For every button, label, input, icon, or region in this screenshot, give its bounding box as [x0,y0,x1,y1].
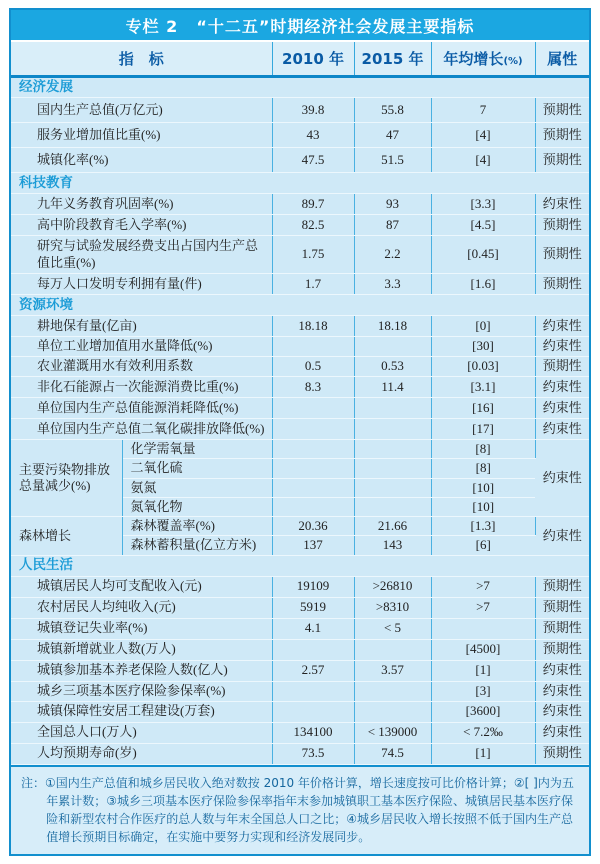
footnote-text: 注：①国内生产总值和城乡居民收入绝对数按 2010 年价格计算，增长速度按可比价格计算；②[ ]内为五年累计数；③城乡三项基本医疗保险参保率指年末参加城镇职工基本医疗保险、城镇居民基本医疗保险和新型农村合作医疗的总人数与年末全国总人口之比；④城乡居民收入增长按照不低于国内生产总值增长预期目标确定，在实施中要努力实现和经济发展同步。 [21,775,574,844]
table-row [11,148,589,173]
cell-2010 [272,681,354,701]
indicators-table [11,42,589,765]
cell-2015: 18.18 [354,316,431,337]
cell-growth: [30] [431,337,535,357]
cell-2015: 3.3 [354,274,431,295]
cell-indicator: 单位国内生产总值二氧化碳排放降低(%) [11,419,272,440]
table-row [11,517,589,536]
cell-2010 [272,440,354,459]
cell-2010: 19109 [272,576,354,597]
cell-growth: [6] [431,536,535,555]
cell-indicator: 九年义务教育巩固率(%) [11,194,272,215]
cell-indicator: 非化石能源占一次能源消费比重(%) [11,377,272,398]
cell-indicator: 人均预期寿命(岁) [11,743,272,764]
table-row [11,681,589,701]
cell-sub-indicator: 氮氧化物 [122,497,272,516]
table-row [11,194,589,215]
cell-attr: 预期性 [535,215,589,236]
cell-attr: 预期性 [535,98,589,123]
cell-attr: 预期性 [535,618,589,639]
cell-attr: 预期性 [535,576,589,597]
cell-growth: [1.6] [431,274,535,295]
cell-growth [431,618,535,639]
cell-growth: >7 [431,576,535,597]
cell-2015 [354,440,431,459]
table-row [11,576,589,597]
cell-attr: 预期性 [535,597,589,618]
section-row-science-education: 科技教育 [11,173,589,194]
cell-growth: [4] [431,148,535,173]
cell-sub-indicator: 化学需氧量 [122,440,272,459]
cell-growth: [0.45] [431,236,535,274]
cell-2015: 143 [354,536,431,555]
cell-indicator: 城镇居民人均可支配收入(元) [11,576,272,597]
cell-2015: >8310 [354,597,431,618]
cell-attr: 约束性 [535,722,589,743]
cell-growth: [0.03] [431,357,535,377]
table-row [11,274,589,295]
cell-2015: < 139000 [354,722,431,743]
cell-2015: 2.2 [354,236,431,274]
cell-attr: 预期性 [535,123,589,148]
cell-attr: 预期性 [535,357,589,377]
cell-growth: [1] [431,660,535,681]
cell-growth: [4.5] [431,215,535,236]
cell-sub-indicator: 氨氮 [122,478,272,497]
cell-2015: 11.4 [354,377,431,398]
cell-indicator: 城镇登记失业率(%) [11,618,272,639]
cell-2015 [354,337,431,357]
cell-2010 [272,497,354,516]
table-row [11,98,589,123]
cell-2015: 55.8 [354,98,431,123]
cell-indicator: 城乡三项基本医疗保险参保率(%) [11,681,272,701]
table-row [11,316,589,337]
table-row [11,639,589,660]
cell-2010: 1.7 [272,274,354,295]
cell-2010: 1.75 [272,236,354,274]
cell-growth: 7 [431,98,535,123]
cell-indicator: 城镇保障性安居工程建设(万套) [11,701,272,722]
table-row [11,743,589,764]
cell-indicator: 服务业增加值比重(%) [11,123,272,148]
cell-2015 [354,497,431,516]
cell-indicator: 农村居民人均纯收入(元) [11,597,272,618]
cell-sub-indicator: 二氧化硫 [122,459,272,478]
table-row [11,701,589,722]
cell-indicator: 研究与试验发展经费支出占国内生产总值比重(%) [11,236,272,274]
cell-indicator: 农业灌溉用水有效利用系数 [11,357,272,377]
cell-indicator: 耕地保有量(亿亩) [11,316,272,337]
cell-attr: 约束性 [535,517,589,556]
cell-2010: 4.1 [272,618,354,639]
table-row [11,660,589,681]
cell-attr: 约束性 [535,337,589,357]
cell-growth: [4500] [431,639,535,660]
cell-indicator: 单位国内生产总值能源消耗降低(%) [11,398,272,419]
cell-indicator: 城镇新增就业人数(万人) [11,639,272,660]
cell-2015 [354,681,431,701]
cell-attr: 预期性 [535,743,589,764]
cell-indicator: 国内生产总值(万亿元) [11,98,272,123]
table-row [11,419,589,440]
table-row [11,597,589,618]
section-row-economy: 经济发展 [11,77,589,98]
cell-growth: [3600] [431,701,535,722]
col-header-2015: 2015 年 [354,42,431,77]
cell-growth: [8] [431,459,535,478]
table-row [11,357,589,377]
col-header-indicator: 指 标 [11,42,272,77]
cell-2010: 82.5 [272,215,354,236]
cell-2010: 20.36 [272,517,354,536]
cell-2015 [354,639,431,660]
cell-indicator: 每万人口发明专利拥有量(件) [11,274,272,295]
cell-attr: 约束性 [535,419,589,440]
cell-2015: 47 [354,123,431,148]
cell-2010: 0.5 [272,357,354,377]
cell-2015: 93 [354,194,431,215]
cell-2010 [272,419,354,440]
cell-attr: 预期性 [535,274,589,295]
cell-2015: 0.53 [354,357,431,377]
cell-sub-indicator: 森林蓄积量(亿立方米) [122,536,272,555]
section-row-resources-environment: 资源环境 [11,295,589,316]
cell-2010 [272,459,354,478]
table-header-row [11,42,589,77]
table-row [11,215,589,236]
cell-indicator: 城镇参加基本养老保险人数(亿人) [11,660,272,681]
cell-growth: [4] [431,123,535,148]
footnotes [11,765,589,854]
col-header-2010: 2010 年 [272,42,354,77]
cell-growth: < 7.2‰ [431,722,535,743]
table-row [11,398,589,419]
cell-indicator: 高中阶段教育毛入学率(%) [11,215,272,236]
cell-2010: 8.3 [272,377,354,398]
cell-2010 [272,701,354,722]
cell-group-label: 森林增长 [11,517,122,556]
cell-attr: 约束性 [535,681,589,701]
cell-2010: 5919 [272,597,354,618]
cell-2010: 2.57 [272,660,354,681]
cell-2015: 87 [354,215,431,236]
cell-2015: 21.66 [354,517,431,536]
panel-title-prefix: 专栏 2 [125,16,179,36]
cell-2010 [272,478,354,497]
cell-growth: [10] [431,478,535,497]
cell-attr: 约束性 [535,440,589,517]
cell-growth: [1] [431,743,535,764]
cell-attr: 预期性 [535,236,589,274]
cell-2010 [272,337,354,357]
cell-2010: 134100 [272,722,354,743]
panel-title-bar [11,10,589,42]
cell-2015 [354,478,431,497]
col-header-attr: 属性 [535,42,589,77]
cell-growth: [0] [431,316,535,337]
cell-attr: 约束性 [535,194,589,215]
cell-2015: >26810 [354,576,431,597]
cell-2010 [272,398,354,419]
panel-title: “十二五”时期经济社会发展主要指标 [196,16,475,36]
cell-2010: 18.18 [272,316,354,337]
cell-growth: [10] [431,497,535,516]
cell-growth: [3] [431,681,535,701]
cell-2010: 39.8 [272,98,354,123]
cell-2010: 73.5 [272,743,354,764]
col-header-growth: 年均增长(%) [431,42,535,77]
cell-2015 [354,459,431,478]
cell-2010: 137 [272,536,354,555]
cell-attr: 约束性 [535,701,589,722]
cell-2015 [354,419,431,440]
cell-group-label: 主要污染物排放总量减少(%) [11,440,122,517]
table-row [11,123,589,148]
table-row [11,722,589,743]
cell-sub-indicator: 森林覆盖率(%) [122,517,272,536]
cell-2015: 51.5 [354,148,431,173]
cell-indicator: 单位工业增加值用水量降低(%) [11,337,272,357]
cell-growth: [3.3] [431,194,535,215]
cell-indicator: 全国总人口(万人) [11,722,272,743]
indicator-panel [9,8,591,856]
cell-attr: 约束性 [535,398,589,419]
growth-unit: (%) [503,56,523,67]
cell-indicator: 城镇化率(%) [11,148,272,173]
cell-2010: 43 [272,123,354,148]
cell-attr: 约束性 [535,377,589,398]
cell-growth: >7 [431,597,535,618]
cell-2010 [272,639,354,660]
cell-growth: [16] [431,398,535,419]
cell-attr: 约束性 [535,316,589,337]
cell-attr: 预期性 [535,639,589,660]
cell-2015 [354,701,431,722]
table-row [11,440,589,459]
cell-2015 [354,398,431,419]
cell-growth: [8] [431,440,535,459]
cell-attr: 预期性 [535,148,589,173]
cell-2010: 89.7 [272,194,354,215]
table-row [11,377,589,398]
cell-2015: < 5 [354,618,431,639]
cell-growth: [1.3] [431,517,535,536]
cell-2010: 47.5 [272,148,354,173]
table-row [11,236,589,274]
section-row-people-livelihood: 人民生活 [11,555,589,576]
cell-attr: 约束性 [535,660,589,681]
cell-2015: 3.57 [354,660,431,681]
cell-2015: 74.5 [354,743,431,764]
table-row [11,337,589,357]
cell-growth: [3.1] [431,377,535,398]
table-row [11,618,589,639]
cell-growth: [17] [431,419,535,440]
